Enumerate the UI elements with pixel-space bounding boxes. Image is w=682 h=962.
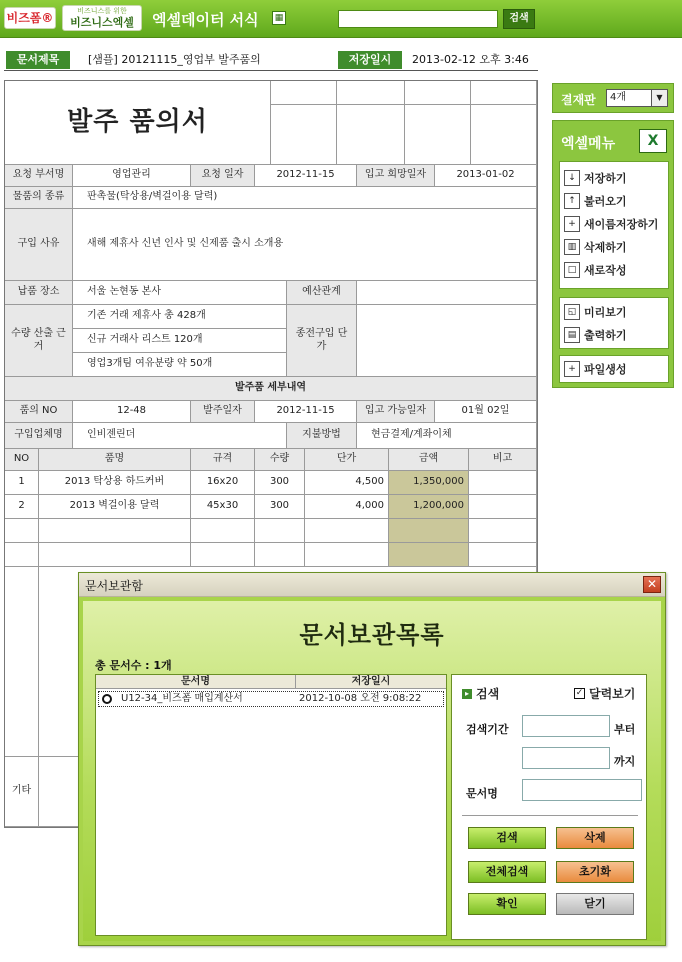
menu-item-save-as[interactable] xyxy=(564,214,658,234)
load-icon: ↑ xyxy=(564,193,580,209)
table-cell-name[interactable]: 2013 벽걸이용 달력 xyxy=(39,495,191,519)
table-cell-empty[interactable] xyxy=(255,519,305,543)
request-date-label: 요청 일자 xyxy=(191,165,255,187)
menu-item-file-create[interactable] xyxy=(564,359,627,379)
radio-button[interactable] xyxy=(102,694,112,704)
col-header-no: NO xyxy=(5,449,39,471)
logo-name: 비즈니스엑셀 xyxy=(70,16,134,29)
item-kind-value[interactable]: 판촉물(탁상용/벽걸이용 달력) xyxy=(73,187,537,209)
menu-group-print xyxy=(559,297,669,349)
document-archive-dialog xyxy=(78,572,666,946)
payment-value[interactable]: 현금결제/계좌이체 xyxy=(357,423,537,449)
menu-group-file xyxy=(559,161,669,289)
approval-box xyxy=(552,83,674,113)
table-cell-qty[interactable]: 300 xyxy=(255,495,305,519)
dialog-heading: 문서보관목록 xyxy=(299,621,445,649)
table-cell-amount xyxy=(389,543,469,567)
table-cell-unit-price[interactable]: 4,000 xyxy=(305,495,389,519)
vendor-label: 구입업체명 xyxy=(5,423,73,449)
approval-cell[interactable] xyxy=(471,81,537,105)
approval-count-value: 4개 xyxy=(610,92,627,103)
list-item-name: U12-34_비즈폼 매입계산서 xyxy=(121,693,243,704)
col-header-name: 품명 xyxy=(39,449,191,471)
table-cell-amount: 1,350,000 xyxy=(389,471,469,495)
approval-cell[interactable] xyxy=(271,81,337,105)
previous-price-label: 종전구입 단가 xyxy=(287,305,357,377)
document-count: 총 문서수 : 1개 xyxy=(95,659,172,672)
available-date-label: 입고 가능일자 xyxy=(357,401,435,423)
approval-sign-cell[interactable] xyxy=(337,105,405,165)
title-row-divider xyxy=(4,70,538,71)
document-list[interactable] xyxy=(95,674,447,936)
table-cell-qty[interactable]: 300 xyxy=(255,471,305,495)
etc-label: 기타 xyxy=(5,757,39,827)
app-title: 엑셀데이터 서식 xyxy=(152,11,259,29)
approval-cell[interactable] xyxy=(337,81,405,105)
col-header-amount: 금액 xyxy=(389,449,469,471)
table-cell-empty[interactable] xyxy=(39,519,191,543)
table-cell-empty[interactable] xyxy=(191,519,255,543)
desired-date-value[interactable]: 2013-01-02 xyxy=(435,165,537,187)
search-period-label: 검색기간 xyxy=(466,723,509,736)
item-no-value[interactable]: 12-48 xyxy=(73,401,191,423)
dialog-titlebar[interactable] xyxy=(79,573,665,597)
excel-menu xyxy=(552,120,674,388)
form-heading: 발주 품의서 xyxy=(5,81,271,165)
budget-label: 예산관계 xyxy=(287,281,357,305)
search-marker-icon: ▸ xyxy=(462,689,472,699)
close-icon[interactable]: ✕ xyxy=(643,576,661,593)
delivery-place-label: 납품 장소 xyxy=(5,281,73,305)
to-label: 까지 xyxy=(614,755,636,768)
menu-item-label: 파일생성 xyxy=(584,363,627,376)
period-to-input[interactable] xyxy=(522,747,610,769)
menu-group-create xyxy=(559,355,669,383)
table-cell-empty[interactable] xyxy=(469,543,537,567)
search-panel-title-text: 검색 xyxy=(476,687,500,701)
delivery-place-value[interactable]: 서울 논현동 본사 xyxy=(73,281,287,305)
doc-title-value: [샘플] 20121115_영업부 발주품의 xyxy=(88,53,261,66)
menu-item-print[interactable] xyxy=(564,325,627,345)
calendar-view-label: 달력보기 xyxy=(589,687,636,701)
approval-sign-cell[interactable] xyxy=(471,105,537,165)
table-cell-note[interactable] xyxy=(469,495,537,519)
table-cell-empty[interactable] xyxy=(255,543,305,567)
print-icon: ▤ xyxy=(564,327,580,343)
menu-item-delete[interactable] xyxy=(564,237,627,257)
dialog-body xyxy=(83,601,661,941)
trash-icon: ▥ xyxy=(564,239,580,255)
search-button[interactable]: 검색 xyxy=(503,9,535,29)
chevron-down-icon[interactable]: ▼ xyxy=(651,90,667,106)
table-cell-no[interactable]: 2 xyxy=(5,495,39,519)
calendar-view-checkbox[interactable] xyxy=(574,685,635,702)
table-cell-spec[interactable]: 16x20 xyxy=(191,471,255,495)
detail-section-title: 발주품 세부내역 xyxy=(5,377,537,401)
reason-value[interactable]: 새해 제휴사 신년 인사 및 신제품 출시 소개용 xyxy=(73,209,537,281)
order-date-value[interactable]: 2012-11-15 xyxy=(255,401,357,423)
new-doc-icon: □ xyxy=(564,262,580,278)
approval-cell[interactable] xyxy=(405,81,471,105)
menu-item-label: 새로작성 xyxy=(584,264,627,277)
quantity-basis-label: 수량 산출 근거 xyxy=(5,305,73,377)
search-divider xyxy=(462,815,638,816)
quantity-basis-line[interactable]: 신규 거래사 리스트 120개 xyxy=(73,329,287,353)
logo-tagline: 비즈니스를 위한 xyxy=(77,7,127,15)
dialog-title: 문서보관함 xyxy=(85,579,143,593)
doc-title-label: 문서제목 xyxy=(6,51,70,69)
search-button[interactable]: 검색 xyxy=(468,827,546,849)
approval-sign-cell[interactable] xyxy=(405,105,471,165)
table-cell-amount xyxy=(389,519,469,543)
excel-small-icon: ▦ xyxy=(272,11,286,25)
table-cell-empty[interactable] xyxy=(305,519,389,543)
save-as-icon: + xyxy=(564,216,580,232)
quantity-basis-line[interactable]: 기존 거래 제휴사 총 428개 xyxy=(73,305,287,329)
approval-sign-cell[interactable] xyxy=(271,105,337,165)
docname-input[interactable] xyxy=(522,779,642,801)
menu-item-label: 불러오기 xyxy=(584,195,627,208)
col-header-spec: 규격 xyxy=(191,449,255,471)
item-no-label: 품의 NO xyxy=(5,401,73,423)
business-excel-logo[interactable] xyxy=(62,5,142,31)
item-kind-label: 물품의 종류 xyxy=(5,187,73,209)
menu-item-new[interactable] xyxy=(564,260,627,280)
dept-value[interactable]: 영업관리 xyxy=(73,165,191,187)
bizform-logo[interactable]: 비즈폼® xyxy=(4,7,56,29)
menu-item-preview[interactable] xyxy=(564,302,627,322)
preview-icon: ◱ xyxy=(564,304,580,320)
dept-label: 요청 부서명 xyxy=(5,165,73,187)
table-cell-unit-price[interactable]: 4,500 xyxy=(305,471,389,495)
menu-item-label: 삭제하기 xyxy=(584,241,627,254)
vendor-value[interactable]: 인비젠린더 xyxy=(73,423,287,449)
approval-count-select[interactable] xyxy=(606,89,668,107)
order-date-label: 발주일자 xyxy=(191,401,255,423)
docname-label: 문서명 xyxy=(466,787,498,800)
table-cell-empty[interactable] xyxy=(469,519,537,543)
menu-item-label: 출력하기 xyxy=(584,329,627,342)
list-item-saved: 2012-10-08 오전 9:08:22 xyxy=(299,693,422,704)
table-cell-note[interactable] xyxy=(469,471,537,495)
list-item[interactable] xyxy=(98,691,444,707)
checkbox-checked-icon[interactable]: ✓ xyxy=(575,688,584,698)
quantity-basis-line[interactable]: 영업3개팀 여유분량 약 50개 xyxy=(73,353,287,377)
list-header-saved[interactable]: 저장일시 xyxy=(296,675,446,689)
col-header-qty: 수량 xyxy=(255,449,305,471)
menu-item-save[interactable] xyxy=(564,168,627,188)
table-cell-empty[interactable] xyxy=(191,543,255,567)
request-date-value[interactable]: 2012-11-15 xyxy=(255,165,357,187)
available-date-value[interactable]: 01월 02일 xyxy=(435,401,537,423)
table-cell-spec[interactable]: 45x30 xyxy=(191,495,255,519)
budget-value[interactable] xyxy=(357,281,537,305)
search-panel-title xyxy=(462,685,499,702)
file-create-icon: + xyxy=(564,361,580,377)
search-panel xyxy=(451,674,647,940)
search-all-button[interactable]: 전체검색 xyxy=(468,861,546,883)
close-button[interactable]: 닫기 xyxy=(556,893,634,915)
period-from-input[interactable] xyxy=(522,715,610,737)
ok-button[interactable]: 확인 xyxy=(468,893,546,915)
list-header-name[interactable]: 문서명 xyxy=(96,675,296,689)
table-cell-empty[interactable] xyxy=(39,543,191,567)
table-cell-empty[interactable] xyxy=(5,567,39,757)
col-header-unit-price: 단가 xyxy=(305,449,389,471)
excel-menu-title: 엑셀메뉴 xyxy=(561,136,616,152)
desired-date-label: 입고 희망일자 xyxy=(357,165,435,187)
search-input[interactable] xyxy=(338,10,498,28)
excel-icon: X xyxy=(639,129,667,153)
save-icon: ↓ xyxy=(564,170,580,186)
previous-price-value[interactable] xyxy=(357,305,537,377)
menu-item-load[interactable] xyxy=(564,191,627,211)
payment-label: 지불방법 xyxy=(287,423,357,449)
reset-button[interactable]: 초기화 xyxy=(556,861,634,883)
approval-label: 결재판 xyxy=(561,93,596,107)
menu-item-label: 미리보기 xyxy=(584,306,627,319)
saved-time-label: 저장일시 xyxy=(338,51,402,69)
table-cell-name[interactable]: 2013 탁상용 하드커버 xyxy=(39,471,191,495)
saved-time-value: 2013-02-12 오후 3:46 xyxy=(412,53,529,66)
menu-item-label: 새이름저장하기 xyxy=(584,218,659,231)
from-label: 부터 xyxy=(614,723,636,736)
table-cell-no[interactable]: 1 xyxy=(5,471,39,495)
col-header-note: 비고 xyxy=(469,449,537,471)
table-cell-empty[interactable] xyxy=(5,543,39,567)
table-cell-empty[interactable] xyxy=(305,543,389,567)
menu-item-label: 저장하기 xyxy=(584,172,627,185)
top-bar xyxy=(0,0,682,38)
table-cell-empty[interactable] xyxy=(5,519,39,543)
delete-button[interactable]: 삭제 xyxy=(556,827,634,849)
table-cell-amount: 1,200,000 xyxy=(389,495,469,519)
reason-label: 구입 사유 xyxy=(5,209,73,281)
